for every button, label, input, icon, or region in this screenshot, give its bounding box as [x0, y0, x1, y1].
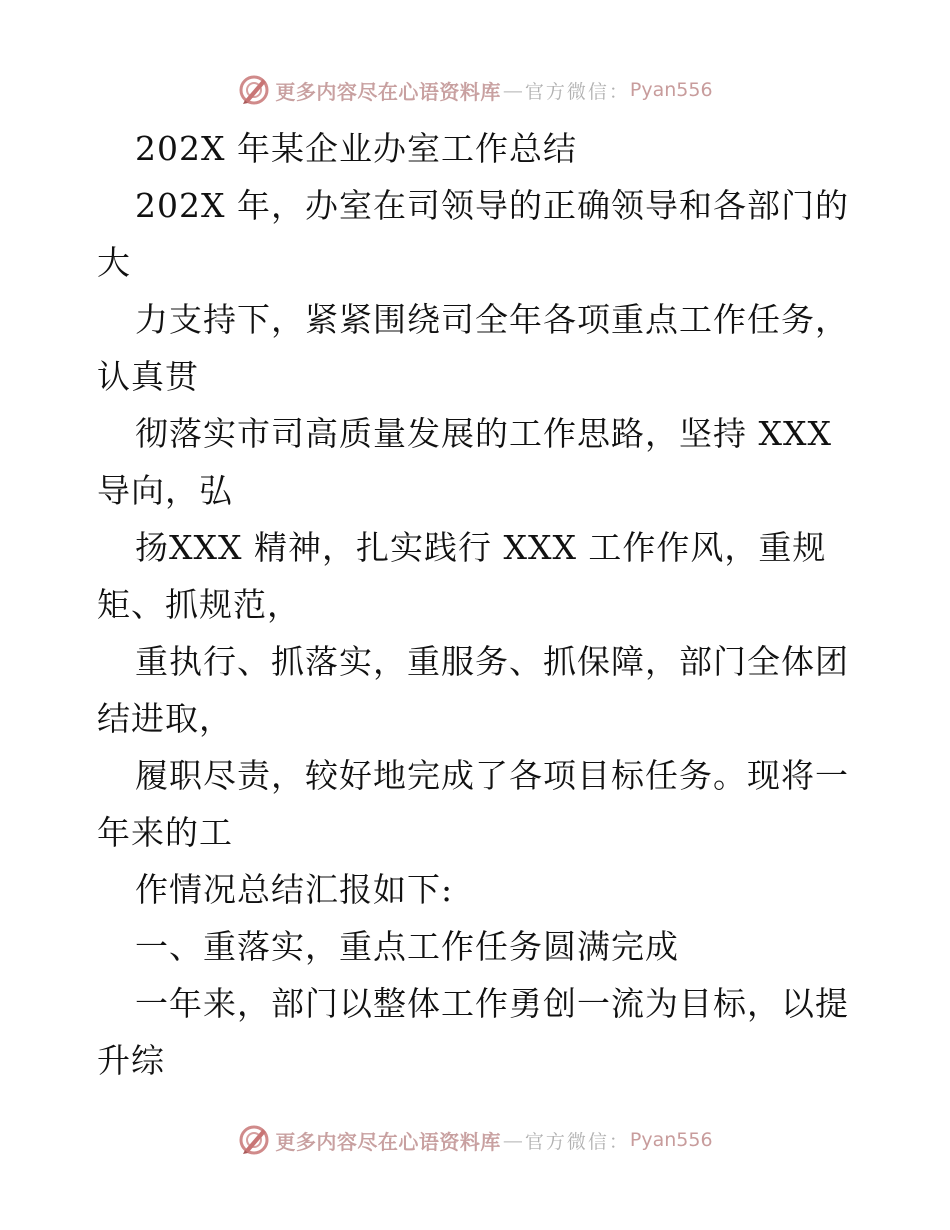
section-heading: 一、重落实，重点工作任务圆满完成	[135, 927, 679, 966]
pen-logo-icon	[237, 73, 271, 107]
text-line: 结进取，	[97, 699, 233, 738]
text-line: 年来的工	[97, 813, 233, 852]
text-line: 导向，弘	[97, 471, 233, 510]
text-line: 力支持下，紧紧围绕司全年各项重点工作任务，	[135, 300, 849, 339]
text-line: 彻落实市司高质量发展的工作思路，坚持 XXX	[135, 414, 832, 453]
text-line: 认真贯	[97, 357, 199, 396]
text-line: 一年来，部门以整体工作勇创一流为目标，以提	[135, 984, 849, 1023]
text-line: 重执行、抓落实，重服务、抓保障，部门全体团	[135, 642, 849, 681]
header-watermark	[0, 70, 950, 110]
footer-watermark	[0, 1120, 950, 1160]
text-line: 大	[97, 243, 131, 282]
watermark-wechat-id: Pyan556	[629, 1129, 713, 1151]
watermark-main-text: 更多内容尽在心语资料库	[275, 1129, 501, 1154]
text-line: 履职尽责，较好地完成了各项目标任务。现将一	[135, 756, 849, 795]
watermark-dash: —	[502, 1128, 523, 1152]
text-line: 扬XXX 精神，扎实践行 XXX 工作作风，重规	[135, 528, 827, 567]
watermark-main-text: 更多内容尽在心语资料库	[275, 79, 501, 104]
watermark-dash: —	[502, 78, 523, 102]
pen-logo-icon	[237, 1123, 271, 1157]
text-line: 作情况总结汇报如下:	[135, 870, 454, 909]
watermark-wechat-id: Pyan556	[629, 79, 713, 101]
document-title: 202X 年某企业办室工作总结	[135, 129, 577, 168]
text-line: 升综	[97, 1041, 165, 1080]
document-body	[97, 120, 857, 1089]
text-line: 202X 年，办室在司领导的正确领导和各部门的	[135, 186, 849, 225]
text-line: 矩、抓规范，	[97, 585, 301, 624]
watermark-sub-text: 官方微信：	[524, 1130, 630, 1153]
watermark-sub-text: 官方微信：	[524, 80, 630, 103]
